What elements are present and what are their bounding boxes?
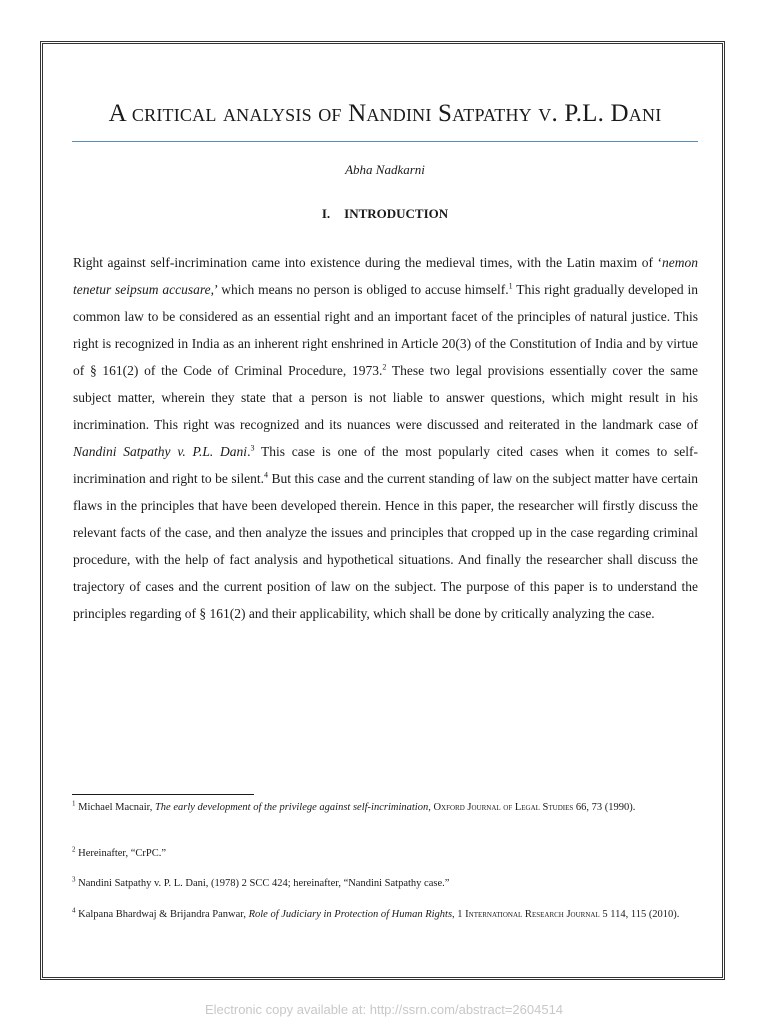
introduction-paragraph xyxy=(73,249,698,627)
footnote-2 xyxy=(72,846,698,861)
body-text-3: This right gradually developed in common law to be considered as an essential right and an important facet of the principles of natural justice. This right is recognized in India as an inherent right enshrined in Article 20(3) of the Constitution of India and by virtue of § 161(2) of the Code of Criminal Procedure, 1973. xyxy=(73,282,698,378)
footnote-work-title: The early development of the privilege against self-incrimination xyxy=(154,802,429,813)
footnote-4 xyxy=(72,907,698,922)
footnote-ref-2[interactable]: 2 xyxy=(382,362,387,372)
footnote-number: 1 xyxy=(72,799,76,808)
footnote-number: 2 xyxy=(72,845,76,854)
case-name: Nandini Satpathy v. P.L. Dani xyxy=(73,444,248,459)
author-name: Abha Nadkarni xyxy=(345,162,425,177)
footnote-number: 3 xyxy=(72,875,76,884)
body-text-7: But this case and the current standing of law on the subject matter have certain flaws in the principles that have been developed therein. Hence in this paper, the researcher will firstly discuss the relevant facts of the case, and then analyze the issues and principles that cropped up in the case regarding criminal procedure, with the help of fact analysis and hypothetical situations. And finally the researcher shall discuss the trajectory of cases and the current position of law on the subject. The purpose of this paper is to understand the principles regarding of § 161(2) and their applicability, which shall be done by critically analyzing the case. xyxy=(73,471,698,621)
footnote-text: Michael Macnair, xyxy=(75,802,155,813)
footnote-ref-4[interactable]: 4 xyxy=(263,470,268,480)
footnote-work-title: Role of Judiciary in Protection of Human Rights xyxy=(248,909,453,920)
section-title: INTRODUCTION xyxy=(344,206,449,221)
footnote-ref-1[interactable]: 1 xyxy=(508,281,513,291)
body-text-4: These two legal provisions essentially cover the same subject matter, wherein they state that a person is not liable to answer questions, which might result in his incrimination. This right was recognized and its nuances were discussed and reiterated in the landmark case of xyxy=(73,363,698,432)
latin-maxim: nemon tenetur seipsum accusare xyxy=(73,255,698,297)
footnote-text: Kalpana Bhardwaj & Brijandra Panwar, xyxy=(75,909,249,920)
footnote-1 xyxy=(72,800,698,815)
footnote-text: , xyxy=(428,802,434,813)
footnote-3 xyxy=(72,876,698,891)
footnote-separator xyxy=(72,794,254,795)
section-number: I. xyxy=(321,206,331,221)
body-text-5: . xyxy=(247,444,251,459)
ssrn-watermark: Electronic copy available at: http://ssrn.com/abstract=2604514 xyxy=(204,1002,564,1017)
paper-title: A critical analysis of Nandini Satpathy v. P.L. Dani xyxy=(108,100,662,127)
body-text-6: This case is one of the most popularly cited cases when it comes to self-incrimination and right to be silent. xyxy=(73,444,698,486)
footnote-ref-3[interactable]: 3 xyxy=(250,443,255,453)
footnote-text: Hereinafter, “CrPC.” xyxy=(75,848,167,859)
footnote-text: , 1 xyxy=(452,909,466,920)
footnote-journal: Oxford Journal of Legal Studies xyxy=(433,802,574,813)
body-text-1: Right against self-incrimination came into existence during the medieval times, with the Latin maxim of ‘ xyxy=(73,255,662,270)
title-divider xyxy=(72,141,698,142)
body-text-2: ,’ which means no person is obliged to accuse himself. xyxy=(210,282,509,297)
footnote-journal: International Research Journal xyxy=(465,909,600,920)
footnote-text: 66, 73 (1990). xyxy=(573,802,636,813)
footnote-number: 4 xyxy=(72,906,76,915)
footnote-text: Nandini Satpathy v. P. L. Dani, (1978) 2 SCC 424; hereinafter, “Nandini Satpathy case.” xyxy=(75,878,450,889)
footnote-text: 5 114, 115 (2010). xyxy=(599,909,680,920)
section-heading xyxy=(72,206,698,222)
